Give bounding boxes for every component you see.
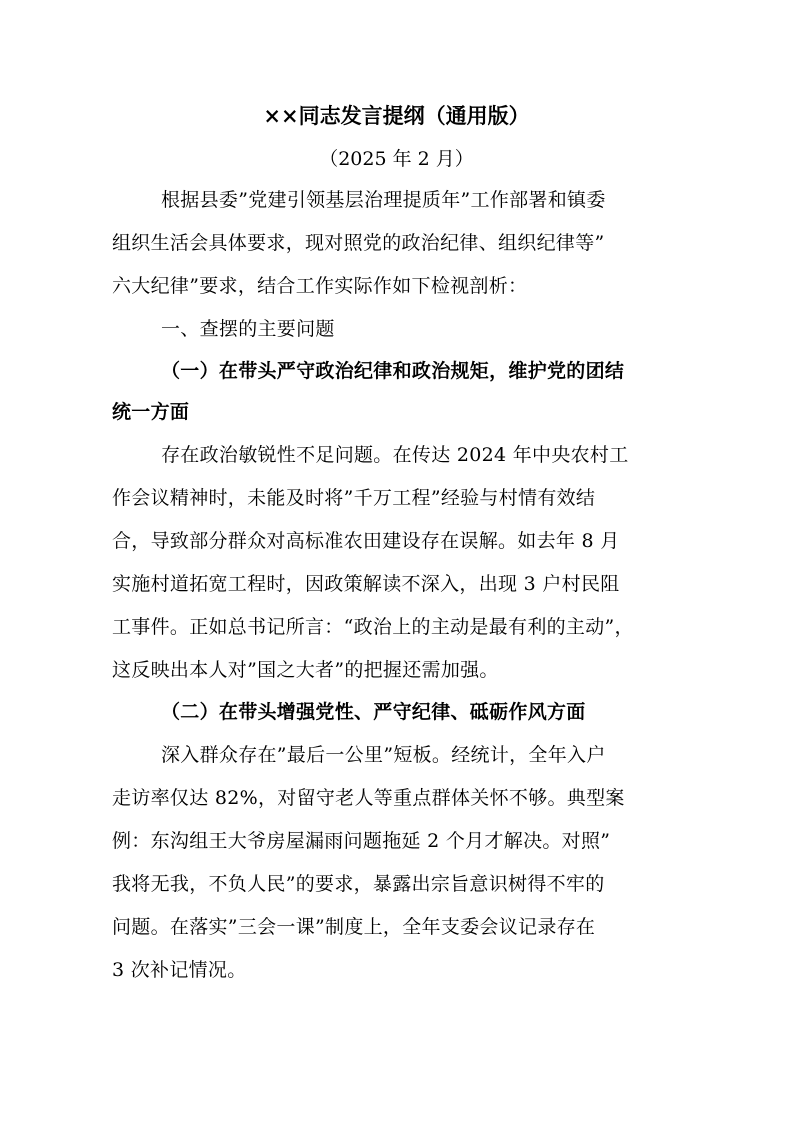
section-heading: 一、查摆的主要问题 <box>161 318 335 340</box>
paragraph-line: 存在政治敏锐性不足问题。在传达 2024 年中央农村工 <box>161 444 629 466</box>
paragraph-line: 作会议精神时，未能及时将”千万工程”经验与村情有效结 <box>112 487 596 509</box>
subsection-heading: 统一方面 <box>112 401 190 423</box>
paragraph-line: 合，导致部分群众对高标准农田建设存在误解。如去年 8 月 <box>112 530 620 552</box>
paragraph-line: 组织生活会具体要求，现对照党的政治纪律、组织纪律等” <box>112 232 605 254</box>
paragraph-line: 深入群众存在”最后一公里”短板。经统计，全年入户 <box>161 744 606 766</box>
paragraph-line: 问题。在落实”三会一课”制度上，全年支委会议记录存在 <box>112 916 596 938</box>
paragraph-line: 我将无我，不负人民”的要求，暴露出宗旨意识树得不牢的 <box>112 873 605 895</box>
paragraph-line: 实施村道拓宽工程时，因政策解读不深入，出现 3 户村民阻 <box>112 573 620 595</box>
paragraph-line: 根据县委”党建引领基层治理提质年”工作部署和镇委 <box>161 189 606 211</box>
paragraph-line: 走访率仅达 82%，对留守老人等重点群体关怀不够。典型案 <box>112 787 625 809</box>
document-date: （2025 年 2 月） <box>319 148 474 170</box>
document-title: ××同志发言提纲（通用版） <box>263 103 530 128</box>
paragraph-line: 这反映出本人对”国之大者”的把握还需加强。 <box>112 659 499 681</box>
subsection-heading: （一）在带头严守政治纪律和政治规矩，维护党的团结 <box>161 360 625 382</box>
paragraph-line: 例：东沟组王大爷房屋漏雨问题拖延 2 个月才解决。对照” <box>112 830 611 852</box>
subsection-heading: （二）在带头增强党性、严守纪律、砥砺作风方面 <box>161 701 586 723</box>
paragraph-line: 工事件。正如总书记所言：“政治上的主动是最有利的主动”， <box>112 616 634 638</box>
paragraph-line: 六大纪律”要求，结合工作实际作如下检视剖析： <box>112 275 528 297</box>
paragraph-line: 3 次补记情况。 <box>112 959 247 981</box>
